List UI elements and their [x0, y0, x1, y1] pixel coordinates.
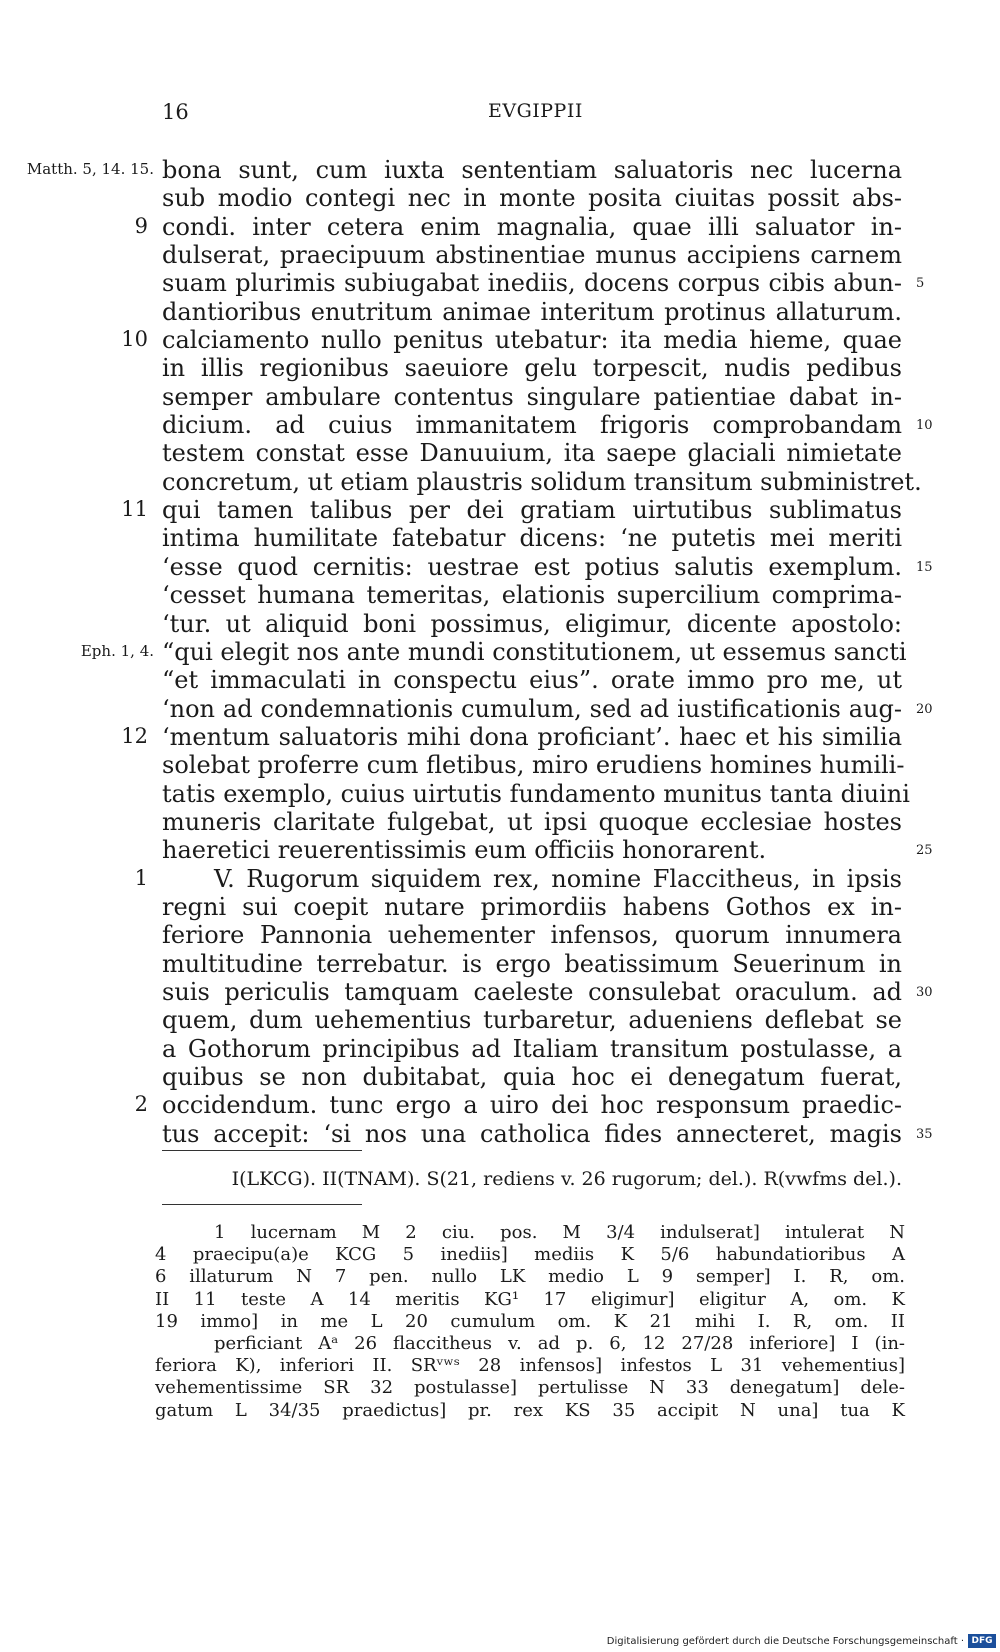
line-text: ‘cesset humana temeritas, elationis supercilium comprima- — [162, 581, 902, 610]
line-text: bona sunt, cum iuxta sententiam saluatoris nec lucerna — [162, 156, 902, 184]
page-header — [0, 100, 1000, 134]
text-line — [0, 666, 1000, 694]
apparatus-line — [0, 1400, 1000, 1422]
page-footer — [0, 1634, 1000, 1652]
apparatus-text: vehementissime SR 32 postulasse] pertulisse N 33 denegatum] dele- — [155, 1377, 905, 1399]
text-line — [0, 921, 1000, 949]
scripture-reference: Eph. 1, 4. — [80, 641, 154, 660]
line-text: dantioribus enutritum animae interitum protinus allaturum. — [162, 297, 902, 326]
apparatus-line — [0, 1377, 1000, 1399]
text-line — [0, 439, 1000, 467]
line-text: ‘non ad condemnationis cumulum, sed ad iustificationis aug- — [162, 694, 902, 723]
line-text: suis periculis tamquam caeleste consulebat oraculum. ad — [162, 977, 902, 1006]
text-line — [0, 865, 1000, 893]
line-text: ‘mentum saluatoris mihi dona proficiant’. haec et his similia — [162, 722, 902, 751]
section-number: 9 — [134, 213, 148, 238]
text-line — [0, 326, 1000, 354]
line-text: dicium. ad cuius immanitatem frigoris comprobandam — [162, 411, 902, 440]
text-line — [0, 780, 1000, 808]
text-line — [0, 695, 1000, 723]
text-line — [0, 1091, 1000, 1119]
line-text: regni sui coepit nutare primordiis habens Gothos ex in- — [162, 892, 902, 921]
line-text: multitudine terrebatur. is ergo beatissimum Seuerinum in — [162, 949, 902, 978]
text-line — [0, 411, 1000, 439]
line-text: quem, dum uehementius turbaretur, adueniens deflebat se — [162, 1006, 902, 1035]
text-line — [0, 524, 1000, 552]
line-text: semper ambulare contentus singulare patientiae dabat in- — [162, 382, 902, 411]
line-text: tus accepit: ‘si nos una catholica fides annecteret, magis — [162, 1119, 902, 1148]
main-text — [0, 156, 1000, 1148]
apparatus-line — [0, 1311, 1000, 1333]
line-number: 30 — [916, 984, 933, 1000]
apparatus-rule — [162, 1204, 362, 1205]
text-line — [0, 156, 1000, 184]
line-text: testem constat esse Danuuium, ita saepe glaciali nimietate — [162, 439, 902, 468]
line-text: feriore Pannonia uehementer infensos, quorum innumera — [162, 921, 902, 950]
line-text: concretum, ut etiam plaustris solidum transitum subministret. — [162, 467, 922, 496]
text-line — [0, 610, 1000, 638]
line-text: intima humilitate fatebatur dicens: ‘ne putetis mei meriti — [162, 524, 902, 553]
apparatus-text: 1 lucernam M 2 ciu. pos. M 3/4 indulserat] intulerat N — [214, 1222, 905, 1243]
apparatus-line — [0, 1289, 1000, 1311]
text-line — [0, 468, 1000, 496]
text-line — [0, 893, 1000, 921]
section-number: 11 — [121, 497, 148, 522]
apparatus-line — [0, 1333, 1000, 1355]
apparatus-text: II 11 teste A 14 meritis KG¹ 17 eligimur] eligitur A, om. K — [155, 1288, 905, 1310]
line-text: muneris claritate fulgebat, ut ipsi quoque ecclesiae hostes — [162, 807, 902, 836]
line-text: condi. inter cetera enim magnalia, quae illi saluator in- — [162, 212, 902, 241]
text-line — [0, 808, 1000, 836]
line-text: calciamento nullo penitus utebatur: ita media hieme, quae — [162, 326, 902, 355]
text-line — [0, 269, 1000, 297]
text-line — [0, 978, 1000, 1006]
line-text: V. Rugorum siquidem rex, nomine Flaccitheus, in ipsis — [214, 864, 902, 893]
text-line — [0, 581, 1000, 609]
line-text: solebat proferre cum fletibus, miro erudiens homines humili- — [162, 751, 905, 780]
apparatus-line — [0, 1266, 1000, 1288]
manuscript-sigla: I(LKCG). II(TNAM). S(21, rediens v. 26 rugorum; del.). R(vwfms del.). — [231, 1168, 902, 1190]
scripture-reference: Matth. 5, 14. 15. — [26, 160, 154, 178]
text-line — [0, 553, 1000, 581]
section-number: 10 — [121, 327, 148, 352]
digitization-credit: Digitalisierung gefördert durch die Deutsche Forschungsgemeinschaft · — [606, 1636, 964, 1647]
apparatus-text: 19 immo] in me L 20 cumulum om. K 21 mihi I. R, om. II — [155, 1310, 905, 1332]
line-number: 15 — [916, 559, 933, 575]
line-text: haeretici reuerentissimis eum officiis honorarent. — [162, 836, 767, 865]
line-text: in illis regionibus saeuiore gelu torpescit, nudis pedibus — [162, 354, 902, 383]
text-line — [0, 496, 1000, 524]
text-line — [0, 751, 1000, 779]
text-line — [0, 354, 1000, 382]
line-text: qui tamen talibus per dei gratiam uirtutibus sublimatus — [162, 496, 902, 525]
text-line — [0, 383, 1000, 411]
line-text: sub modio contegi nec in monte posita ciuitas possit abs- — [162, 184, 902, 213]
text-line — [0, 184, 1000, 212]
line-number: 35 — [916, 1126, 933, 1142]
text-line — [0, 298, 1000, 326]
apparatus-line — [0, 1355, 1000, 1377]
text-line — [0, 950, 1000, 978]
text-line — [0, 723, 1000, 751]
line-number: 20 — [916, 701, 933, 717]
line-text: “et immaculati in conspectu eius”. orate immo pro me, ut — [162, 666, 902, 695]
section-number: 1 — [134, 865, 148, 890]
line-text: suam plurimis subiugabat inediis, docens corpus cibis abun- — [162, 269, 902, 298]
text-line — [0, 1035, 1000, 1063]
text-line — [0, 213, 1000, 241]
line-text: dulserat, praecipuum abstinentiae munus accipiens carnem — [162, 241, 902, 270]
line-text: “qui elegit nos ante mundi constitutionem, ut essemus sancti — [162, 637, 907, 666]
text-line — [0, 836, 1000, 864]
line-number: 5 — [916, 276, 925, 292]
apparatus-line — [0, 1222, 1000, 1244]
line-text: tatis exemplo, cuius uirtutis fundamento munitus tanta diuini — [162, 779, 910, 808]
line-text: occidendum. tunc ergo a uiro dei hoc responsum praedic- — [162, 1091, 902, 1120]
apparatus-line — [0, 1244, 1000, 1266]
line-number: 25 — [916, 843, 933, 859]
apparatus-text: 4 praecipu(a)e KCG 5 inediis] mediis K 5/6 habundatioribus A — [155, 1244, 905, 1266]
critical-apparatus — [0, 1222, 1000, 1422]
apparatus-text: perficiant Aᵃ 26 flaccitheus v. ad p. 6, 12 27/28 inferiore] I (in- — [214, 1332, 905, 1354]
line-number: 10 — [916, 418, 933, 434]
text-line — [0, 1006, 1000, 1034]
apparatus-text: 6 illaturum N 7 pen. nullo LK medio L 9 semper] I. R, om. — [155, 1266, 905, 1288]
text-line — [0, 638, 1000, 666]
page-number: 16 — [162, 100, 189, 124]
line-text: ‘esse quod cernitis: uestrae est potius salutis exemplum. — [162, 552, 902, 581]
line-text: a Gothorum principibus ad Italiam transitum postulasse, a — [162, 1034, 902, 1063]
apparatus-text: feriora K), inferiori II. SRᵛʷˢ 28 infensos] infestos L 31 vehementius] — [155, 1355, 905, 1377]
line-text: quibus se non dubitabat, quia hoc ei denegatum fuerat, — [162, 1063, 902, 1091]
dfg-logo: DFG — [968, 1634, 996, 1648]
section-number: 2 — [134, 1092, 148, 1117]
text-rule — [162, 1150, 362, 1151]
running-title: EVGIPPII — [488, 100, 583, 122]
text-line — [0, 241, 1000, 269]
text-line — [0, 1120, 1000, 1148]
apparatus-text: gatum L 34/35 praedictus] pr. rex KS 35 accipit N una] tua K — [155, 1399, 905, 1421]
text-line — [0, 1063, 1000, 1091]
line-text: ‘tur. ut aliquid boni possimus, eligimur, dicente apostolo: — [162, 609, 902, 638]
section-number: 12 — [121, 723, 148, 748]
